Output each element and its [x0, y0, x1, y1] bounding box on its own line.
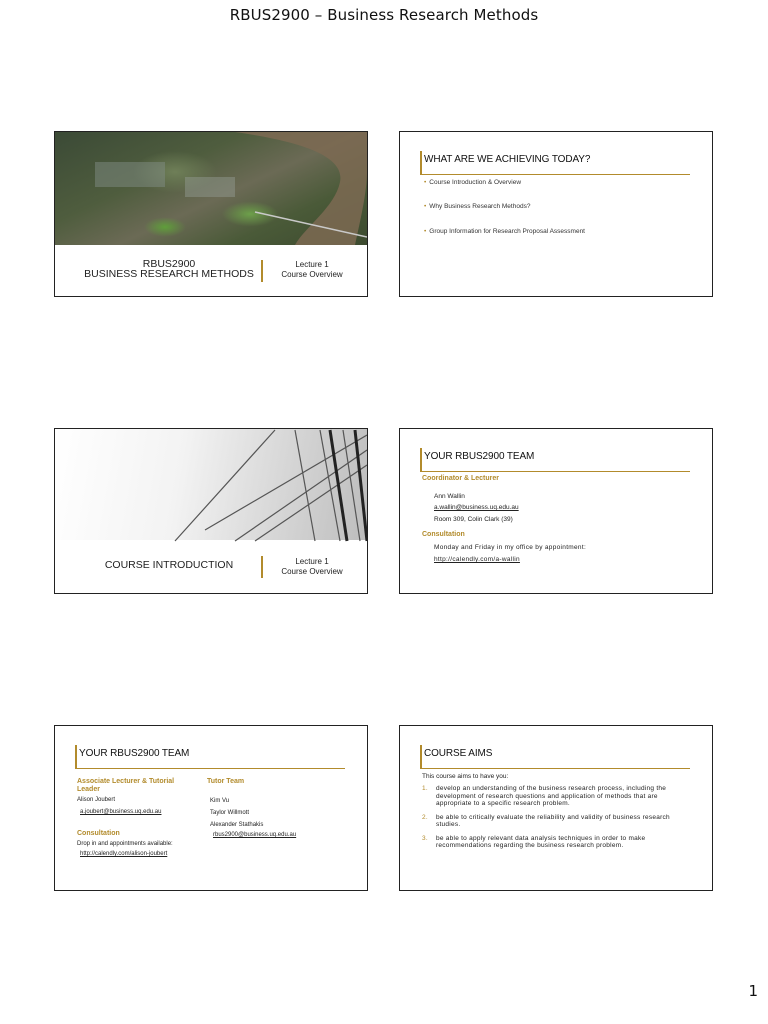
slide-heading: YOUR RBUS2900 TEAM — [424, 451, 535, 462]
calendly-link[interactable]: http://calendly.com/a-wallin — [434, 556, 520, 563]
accent-bar — [420, 448, 422, 472]
accent-bar — [75, 745, 77, 769]
page-title: RBUS2900 – Business Research Methods — [229, 6, 539, 24]
person-name: Ann Wallin — [434, 493, 465, 500]
accent-divider — [261, 556, 263, 578]
slide-heading: COURSE AIMS — [424, 748, 493, 759]
room-text: Room 309, Colin Clark (39) — [434, 516, 513, 523]
slide-course-intro — [54, 428, 368, 594]
slide-heading: WHAT ARE WE ACHIEVING TODAY? — [424, 154, 591, 165]
list-item: 1. develop an understanding of the business research process, including the development of research questions and application of methods that are appropriate to a specific research problem. — [422, 785, 667, 807]
tutor-name: Taylor Willmott — [210, 810, 250, 816]
river-illustration — [55, 132, 367, 245]
building-lines — [55, 429, 367, 542]
consultation-text: Monday and Friday in my office by appointment: — [434, 544, 587, 551]
consultation-text: Drop in and appointments available: — [77, 841, 173, 847]
lecture-subtitle: Course Overview — [281, 567, 343, 576]
heading-rule — [422, 471, 690, 472]
consultation-label: Consultation — [77, 830, 120, 837]
list-item: 2. be able to critically evaluate the reliability and validity of business research studies. — [422, 813, 670, 828]
lecture-subtitle: Course Overview — [281, 270, 343, 279]
heading-rule — [422, 768, 690, 769]
consultation-label: Consultation — [422, 531, 465, 538]
heading-rule — [77, 768, 345, 769]
slide-team-tutors — [54, 725, 368, 891]
slide-agenda — [399, 131, 713, 297]
tutor-email-link[interactable]: rbus2900@business.uq.edu.au — [213, 832, 297, 838]
person-name: Alison Joubert — [77, 797, 116, 803]
slide-title-course — [54, 131, 368, 297]
accent-bar — [420, 151, 422, 175]
role-label: Coordinator & Lecturer — [422, 475, 500, 482]
list-item: 3. be able to apply relevant data analysis techniques in order to make recommendations regarding the business research problem. — [422, 834, 646, 849]
list-item: • Group Information for Research Proposal Assessment — [424, 228, 585, 235]
aims-intro: This course aims to have you: — [422, 773, 509, 780]
list-item: • Why Business Research Methods? — [424, 203, 531, 210]
calendly-link[interactable]: http://calendly.com/alison-joubert — [80, 851, 168, 857]
email-link[interactable]: a.wallin@business.uq.edu.au — [434, 504, 519, 511]
slide-team-coordinator — [399, 428, 713, 594]
slide-course-aims — [399, 725, 713, 891]
aims-list — [422, 785, 694, 856]
slide-heading: YOUR RBUS2900 TEAM — [79, 748, 190, 759]
list-item: • Course Introduction & Overview — [424, 179, 522, 186]
role-label: Associate Lecturer & Tutorial Leader — [77, 778, 175, 793]
course-code: RBUS2900 — [142, 258, 196, 270]
course-name: BUSINESS RESEARCH METHODS — [84, 268, 254, 280]
tutor-name: Kim Vu — [210, 798, 230, 804]
lecture-label: Lecture 1 — [295, 557, 329, 566]
tutor-name: Alexander Stathakis — [210, 822, 264, 828]
tutor-team-label: Tutor Team — [207, 778, 245, 785]
heading-rule — [422, 174, 690, 175]
page-number: 1 — [748, 982, 758, 1000]
accent-bar — [420, 745, 422, 769]
section-title: COURSE INTRODUCTION — [104, 559, 234, 571]
email-link[interactable]: a.joubert@business.uq.edu.au — [80, 809, 162, 815]
lecture-label: Lecture 1 — [295, 260, 329, 269]
accent-divider — [261, 260, 263, 282]
